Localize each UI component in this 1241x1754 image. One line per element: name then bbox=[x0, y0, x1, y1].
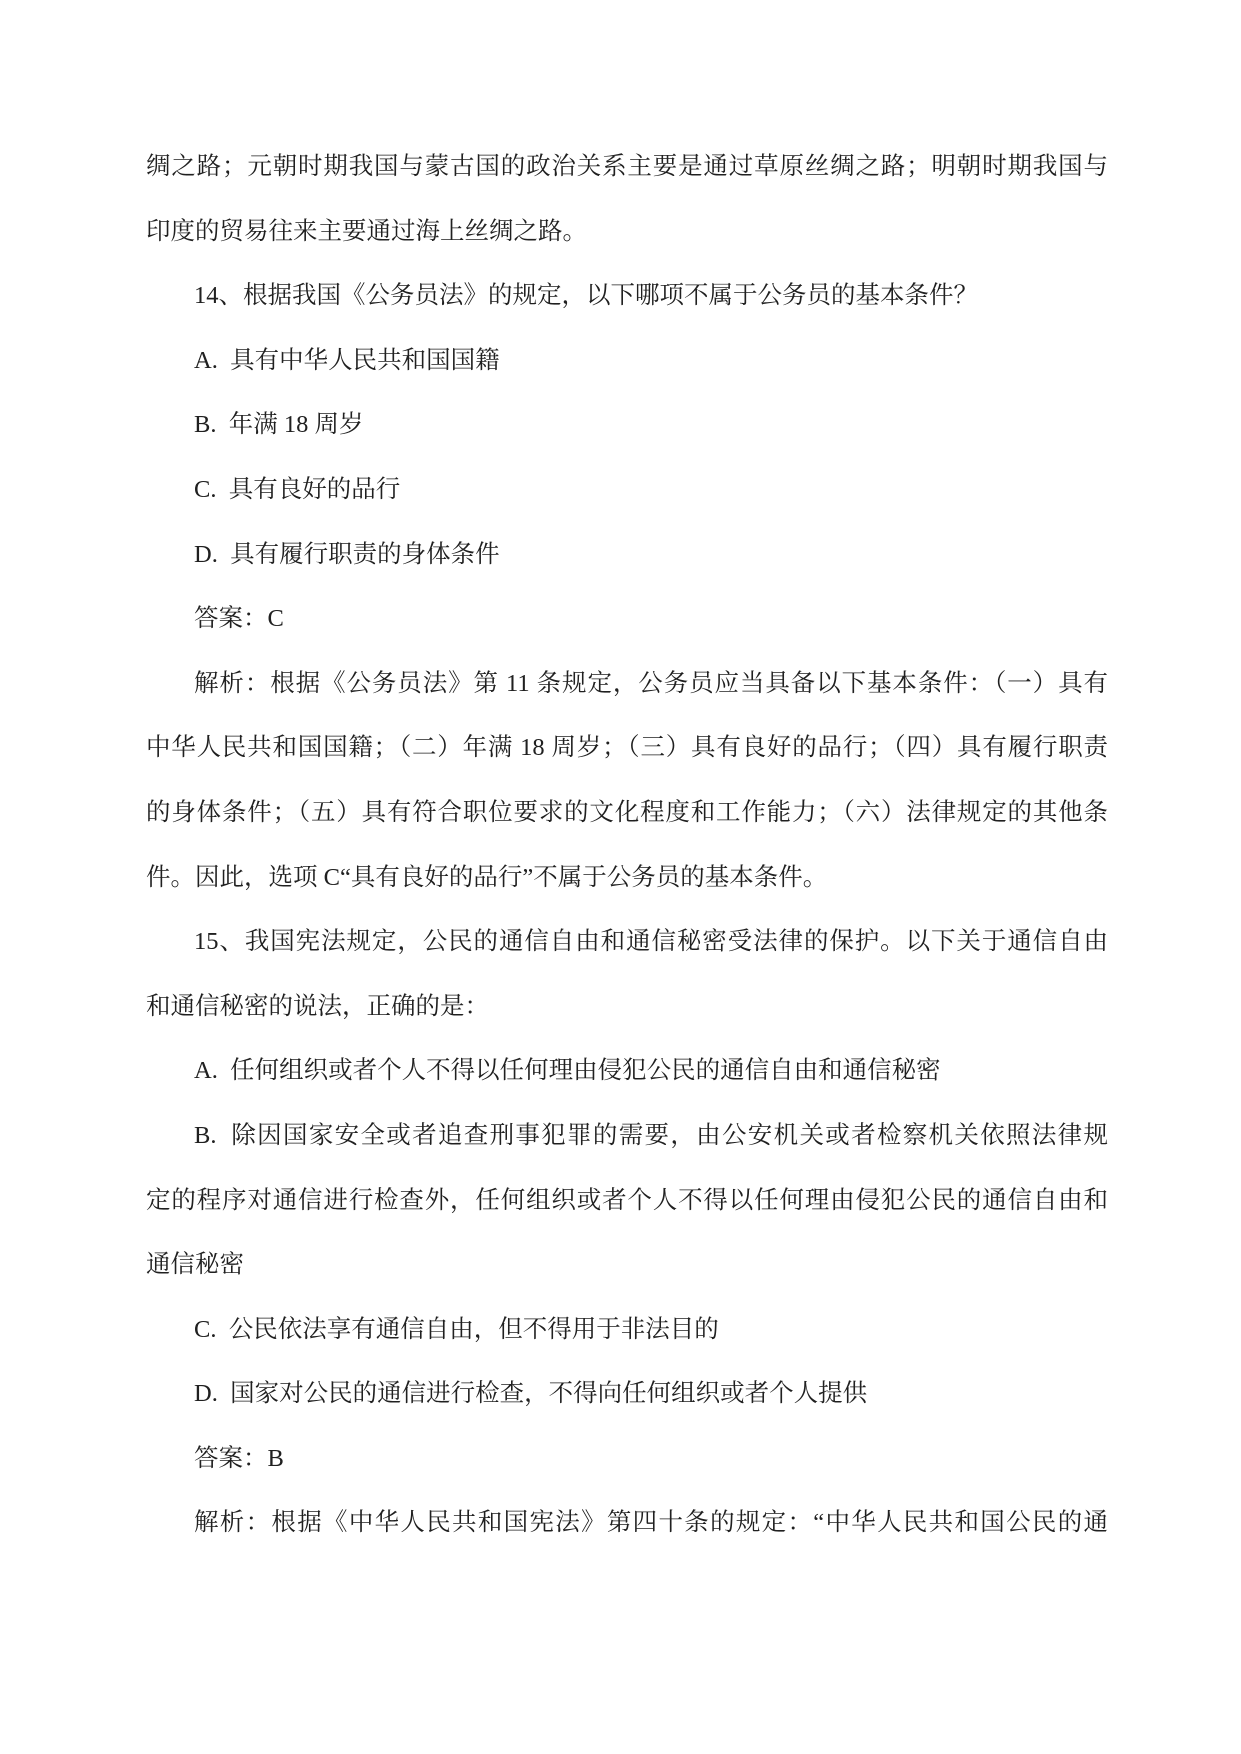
doc-line: 印度的贸易往来主要通过海上丝绸之路。 bbox=[146, 217, 587, 245]
doc-line: 的身体条件；（五）具有符合职位要求的文化程度和工作能力；（六）法律规定的其他条 bbox=[146, 798, 1108, 826]
doc-line: 中华人民共和国国籍；（二）年满 18 周岁；（三）具有良好的品行；（四）具有履行职责 bbox=[146, 734, 1108, 762]
doc-line: C. 公民依法享有通信自由，但不得用于非法目的 bbox=[194, 1315, 719, 1343]
doc-line: D. 具有履行职责的身体条件 bbox=[194, 540, 500, 568]
doc-line: 通信秘密 bbox=[146, 1251, 244, 1279]
doc-line: 答案：B bbox=[194, 1444, 284, 1472]
doc-line: A. 任何组织或者个人不得以任何理由侵犯公民的通信自由和通信秘密 bbox=[194, 1057, 941, 1085]
text-block bbox=[146, 135, 1108, 1556]
doc-line: B. 年满 18 周岁 bbox=[194, 411, 364, 439]
doc-line: B. 除因国家安全或者追查刑事犯罪的需要，由公安机关或者检察机关依照法律规 bbox=[194, 1121, 1108, 1149]
doc-line: 解析：根据《中华人民共和国宪法》第四十条的规定：“中华人民共和国公民的通 bbox=[194, 1509, 1108, 1537]
doc-line: 14、根据我国《公务员法》的规定，以下哪项不属于公务员的基本条件？ bbox=[194, 282, 978, 310]
doc-line: 解析：根据《公务员法》第 11 条规定，公务员应当具备以下基本条件：（一）具有 bbox=[194, 669, 1108, 697]
doc-line: 15、我国宪法规定，公民的通信自由和通信秘密受法律的保护。以下关于通信自由 bbox=[194, 928, 1108, 956]
doc-line: 件。因此，选项 C“具有良好的品行”不属于公务员的基本条件。 bbox=[146, 863, 828, 891]
doc-line: 答案：C bbox=[194, 605, 284, 633]
doc-line: A. 具有中华人民共和国国籍 bbox=[194, 346, 500, 374]
doc-line: 和通信秘密的说法，正确的是： bbox=[146, 992, 489, 1020]
doc-line: C. 具有良好的品行 bbox=[194, 475, 401, 503]
doc-line: 绸之路；元朝时期我国与蒙古国的政治关系主要是通过草原丝绸之路；明朝时期我国与 bbox=[146, 153, 1108, 180]
doc-line: D. 国家对公民的通信进行检查，不得向任何组织或者个人提供 bbox=[194, 1380, 868, 1408]
doc-line: 定的程序对通信进行检查外，任何组织或者个人不得以任何理由侵犯公民的通信自由和 bbox=[146, 1186, 1108, 1214]
